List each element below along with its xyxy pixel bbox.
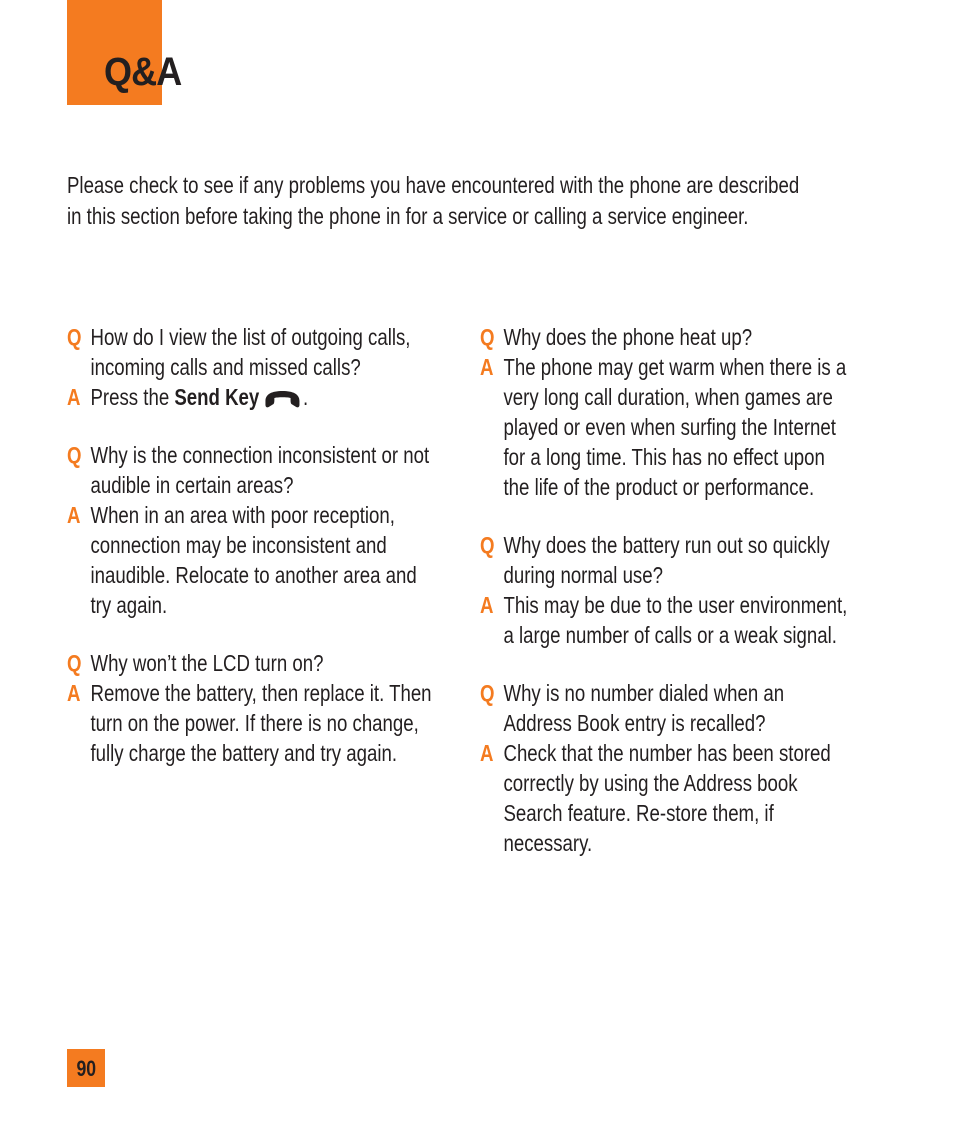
page-number-badge	[67, 1049, 105, 1087]
answer-text: Remove the battery, then replace it. Then turn on the power. If there is no change, fully charge the battery and try again.	[90, 680, 432, 766]
right-column	[480, 322, 935, 858]
answer-marker: A	[67, 680, 81, 706]
answer-text: This may be due to the user environment, a large number of calls or a weak signal.	[503, 592, 848, 648]
answer-marker: A	[480, 592, 494, 618]
qa-item-lcd	[67, 648, 436, 768]
qa-item-heat	[480, 322, 849, 502]
question-text: Why does the battery run out so quickly during normal use?	[503, 532, 830, 588]
answer-text: When in an area with poor reception, connection may be inconsistent and inaudible. Relocate to another area and try again.	[90, 502, 417, 618]
page-title: Q&A	[104, 50, 182, 94]
left-column	[67, 322, 522, 768]
question-marker: Q	[480, 324, 495, 350]
answer-marker: A	[480, 740, 494, 766]
answer-text: The phone may get warm when there is a very long call duration, when games are played or even when surfing the Internet for a long time. This has no effect upon the life of the product or performance.	[503, 354, 847, 500]
answer-text: Check that the number has been stored correctly by using the Address book Search feature. Re-store them, if necessary.	[503, 740, 831, 856]
question-text: Why won’t the LCD turn on?	[90, 650, 324, 676]
qa-item-outgoing-calls	[67, 322, 436, 412]
qa-item-connection	[67, 440, 436, 620]
question-marker: Q	[67, 650, 82, 676]
page-number: 90	[76, 1056, 96, 1081]
answer-marker: A	[67, 502, 81, 528]
send-key-label: Send Key	[174, 384, 260, 410]
intro-paragraph: Please check to see if any problems you have encountered with the phone are described in this section before taking the phone in for a service or calling a service engineer.	[67, 172, 800, 229]
question-marker: Q	[67, 442, 82, 468]
question-text: How do I view the list of outgoing calls, incoming calls and missed calls?	[90, 324, 411, 380]
question-text: Why does the phone heat up?	[503, 324, 753, 350]
question-marker: Q	[480, 680, 495, 706]
question-marker: Q	[480, 532, 495, 558]
qa-item-battery	[480, 530, 849, 650]
phone-handset-icon	[263, 389, 304, 409]
qa-item-address-book	[480, 678, 849, 858]
question-marker: Q	[67, 324, 82, 350]
question-text: Why is no number dialed when an Address Book entry is recalled?	[503, 680, 785, 736]
answer-text: Press the Send Key .	[90, 384, 309, 410]
answer-marker: A	[480, 354, 494, 380]
question-text: Why is the connection inconsistent or not audible in certain areas?	[90, 442, 430, 498]
answer-marker: A	[67, 384, 81, 410]
